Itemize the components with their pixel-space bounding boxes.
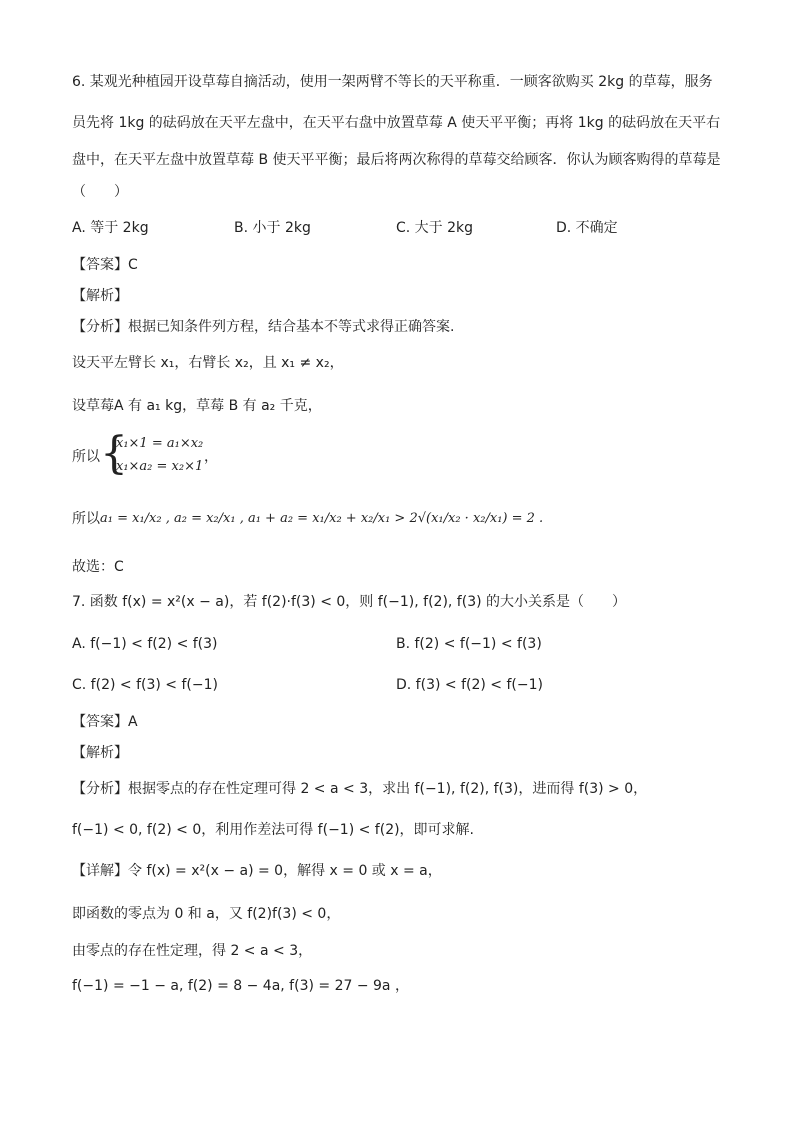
q6-system-label: 所以: [72, 449, 100, 465]
q6-option-d: D. 不确定: [556, 220, 618, 236]
q7-stem: 7. 函数 f(x) = x²(x − a)，若 f(2)·f(3) < 0，则 f(−1), f(2), f(3) 的大小关系是（ ）: [72, 594, 627, 610]
q7-detail-4: f(−1) = −1 − a, f(2) = 8 − 4a, f(3) = 27 − 9a ，: [72, 978, 409, 994]
q6-equation-prefix: 所以: [72, 511, 100, 527]
q6-option-b: B. 小于 2kg: [234, 220, 311, 236]
q7-option-a: A. f(−1) < f(2) < f(3): [72, 636, 218, 652]
q7-option-b: B. f(2) < f(−1) < f(3): [396, 636, 542, 652]
q6-equation: a₁ = x₁/x₂ , a₂ = x₂/x₁ , a₁ + a₂ = x₁/x₂ + x₂/x₁ > 2√(x₁/x₂ · x₂/x₁) = 2 .: [100, 511, 544, 526]
q6-stem-line3: 盘中，在天平左盘中放置草莓 B 使天平平衡；最后将两次称得的草莓交给顾客．你认为顾客购得的草莓是: [72, 152, 721, 168]
q7-detail-1: 【详解】令 f(x) = x²(x − a) = 0，解得 x = 0 或 x = a，: [72, 863, 442, 879]
q6-stem-line1: 6. 某观光种植园开设草莓自摘活动，使用一架两臂不等长的天平称重．一顾客欲购买 2kg 的草莓，服务: [72, 74, 713, 90]
q6-system-eq1: x₁×1 = a₁×x₂: [116, 436, 204, 451]
q7-analysis-heading: 【解析】: [72, 745, 128, 761]
q6-option-c: C. 大于 2kg: [396, 220, 474, 236]
q6-detail-2: 设草莓A 有 a₁ kg，草莓 B 有 a₂ 千克，: [72, 398, 322, 414]
q7-fenxi-2: f(−1) < 0, f(2) < 0，利用作差法可得 f(−1) < f(2)，即可求解.: [72, 822, 475, 838]
q6-system-eq2: x₁×a₂ = x₂×1: [116, 459, 204, 474]
q7-option-c: C. f(2) < f(3) < f(−1): [72, 677, 218, 693]
q6-system-brace: {: [100, 428, 128, 479]
q6-system-end: ，: [204, 449, 218, 465]
q6-detail-1: 设天平左臂长 x₁，右臂长 x₂，且 x₁ ≠ x₂，: [72, 355, 344, 371]
q6-stem-line4: （ ）: [72, 184, 128, 200]
q7-detail-2: 即函数的零点为 0 和 a，又 f(2)f(3) < 0，: [72, 906, 341, 922]
q6-analysis-heading: 【解析】: [72, 288, 128, 304]
q6-answer: 【答案】C: [72, 257, 138, 273]
q7-detail-3: 由零点的存在性定理，得 2 < a < 3，: [72, 943, 313, 959]
q6-fenxi: 【分析】根据已知条件列方程，结合基本不等式求得正确答案.: [72, 319, 455, 335]
q7-option-d: D. f(3) < f(2) < f(−1): [396, 677, 543, 693]
q6-conclusion: 故选：C: [72, 559, 124, 575]
q7-answer: 【答案】A: [72, 714, 138, 730]
q7-fenxi-1: 【分析】根据零点的存在性定理可得 2 < a < 3，求出 f(−1), f(2), f(3)，进而得 f(3) > 0，: [72, 781, 648, 797]
q6-stem-line2: 员先将 1kg 的砝码放在天平左盘中，在天平右盘中放置草莓 A 使天平平衡；再将 1kg 的砝码放在天平右: [72, 115, 721, 131]
q6-option-a: A. 等于 2kg: [72, 220, 149, 236]
